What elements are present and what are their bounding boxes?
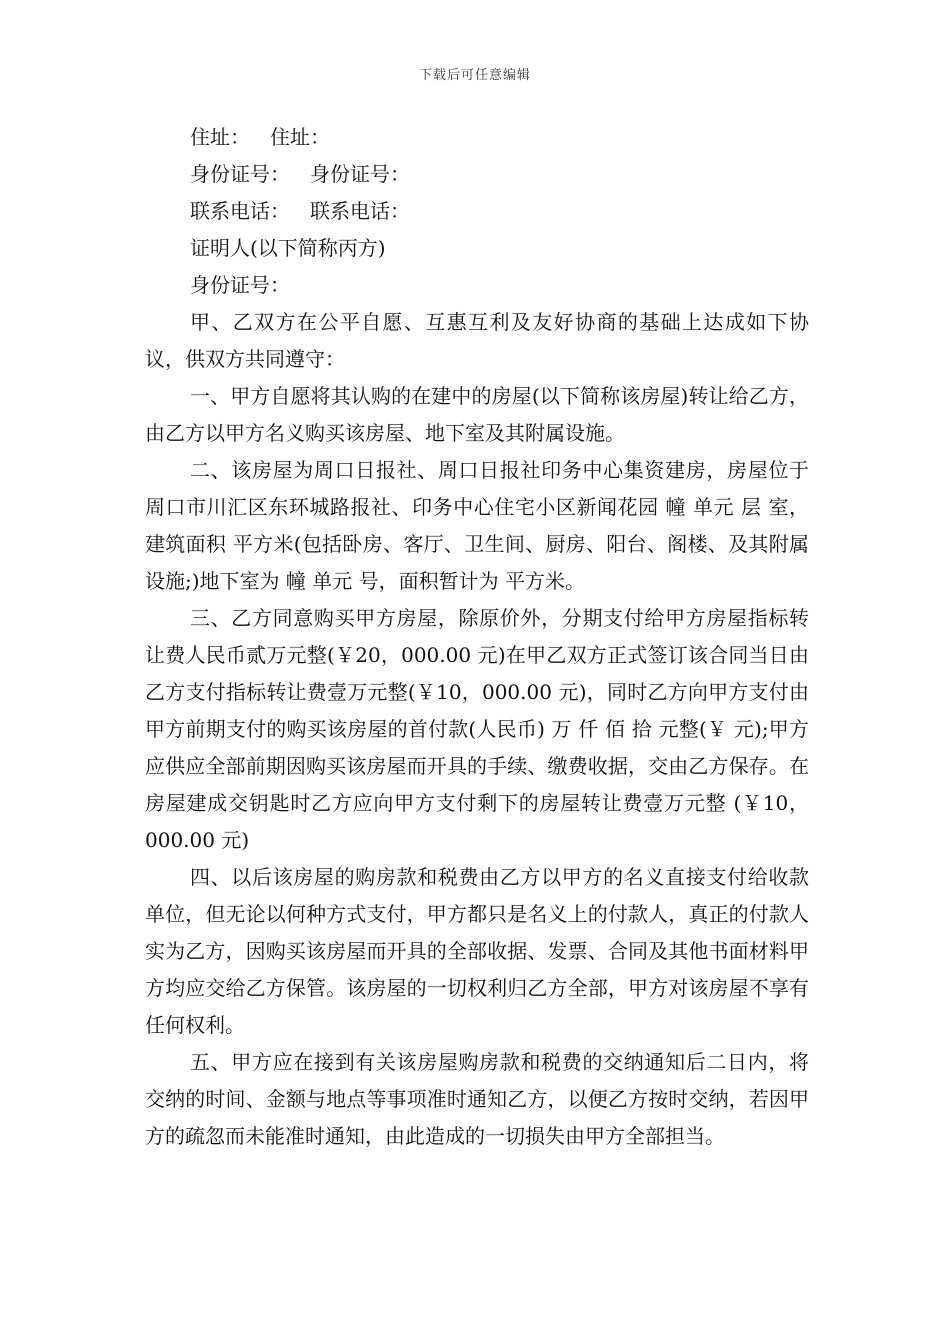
witness-label: 证明人(以下简称丙方) <box>190 236 386 260</box>
address-line <box>145 119 809 156</box>
paragraph-clause-1: 一、甲方自愿将其认购的在建中的房屋(以下简称该房屋)转让给乙方，由乙方以甲方名义购买该房屋、地下室及其附属设施。 <box>145 384 809 445</box>
party-b-address-label: 住址： <box>270 125 330 149</box>
paragraph-clause-5: 五、甲方应在接到有关该房屋购房款和税费的交纳通知后二日内，将交纳的时间、金额与地点等事项准时通知乙方，以便乙方按时交纳，若因甲方的疏忽而未能准时通知，由此造成的一切损失由甲方全部担当。 <box>145 1050 809 1148</box>
paragraph-clause-2: 二、该房屋为周口日报社、周口日报社印务中心集资建房，房屋位于周口市川汇区东环城路报社、印务中心住宅小区新闻花园 幢 单元 层 室，建筑面积 平方米(包括卧房、客厅、卫生间、厨房、阳台、阁楼、及其附属设施;)地下室为 幢 单元 号，面积暂计为 平方米。 <box>145 458 809 593</box>
party-a-phone-label: 联系电话： <box>190 199 290 223</box>
page-header: 下载后可任意编辑 <box>418 68 531 83</box>
witness-line <box>145 230 809 267</box>
party-b-id-label: 身份证号： <box>310 162 410 186</box>
party-b-phone-label: 联系电话： <box>310 199 410 223</box>
witness-id-line <box>145 267 809 304</box>
party-a-id-label: 身份证号： <box>190 162 290 186</box>
witness-id-label: 身份证号： <box>190 273 290 297</box>
paragraph-preamble: 甲、乙双方在公平自愿、互惠互利及友好协商的基础上达成如下协议，供双方共同遵守： <box>145 310 809 371</box>
party-a-address-label: 住址： <box>190 125 250 149</box>
contract-body <box>145 119 809 1155</box>
paragraph-clause-3: 三、乙方同意购买甲方房屋，除原价外，分期支付给甲方房屋指标转让费人民币贰万元整(￥20，000.00 元)在甲乙双方正式签订该合同当日由乙方支付指标转让费壹万元整(￥10，000.00 元)，同时乙方向甲方支付由甲方前期支付的购买该房屋的首付款(人民币) 万 仟 佰 拾 元整(￥ 元);甲方应供应全部前期因购买该房屋而开具的手续、缴费收据，交由乙方保存。在房屋建成交钥匙时乙方应向甲方支付剩下的房屋转让费壹万元整 (￥10，000.00 元) <box>145 606 809 852</box>
paragraph-clause-4: 四、以后该房屋的购房款和税费由乙方以甲方的名义直接支付给收款单位，但无论以何种方式支付，甲方都只是名义上的付款人，真正的付款人实为乙方，因购买该房屋而开具的全部收据、发票、合同及其他书面材料甲方均应交给乙方保管。该房屋的一切权利归乙方全部，甲方对该房屋不享有任何权利。 <box>145 865 809 1037</box>
phone-line <box>145 193 809 230</box>
id-number-line <box>145 156 809 193</box>
